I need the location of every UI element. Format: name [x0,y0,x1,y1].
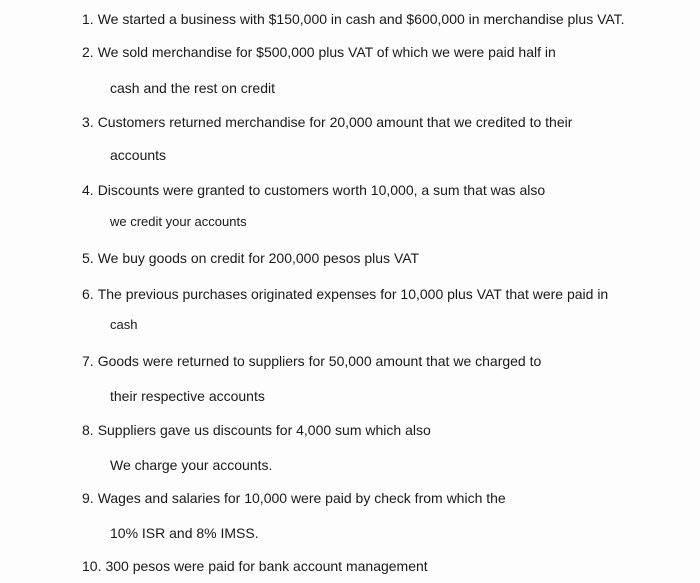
item-number: 5. [82,250,94,266]
list-item-3 [82,113,572,131]
item-text: The previous purchases originated expenses for 10,000 plus VAT that were paid in [97,286,609,302]
list-item-2-continuation: cash and the rest on credit [110,80,275,96]
item-number: 4. [82,182,94,198]
item-text: Discounts were granted to customers worth 10,000, a sum that was also [97,182,546,198]
list-item-4 [82,181,545,199]
list-item-7-continuation: their respective accounts [110,388,265,404]
item-text: We sold merchandise for $500,000 plus VAT of which we were paid half in [97,44,556,60]
list-item-6-continuation: cash [110,317,138,332]
list-item-8 [82,421,431,439]
item-number: 9. [82,490,94,506]
list-item-4-continuation: we credit your accounts [110,214,247,229]
item-number: 8. [82,422,94,438]
item-text: We buy goods on credit for 200,000 pesos plus VAT [97,250,420,266]
item-text: Goods were returned to suppliers for 50,000 amount that we charged to [97,353,542,369]
item-text: 300 pesos were paid for bank account management [105,558,428,574]
item-number: 7. [82,353,94,369]
list-item-9-continuation: 10% ISR and 8% IMSS. [110,525,259,541]
list-item-1 [82,10,625,28]
list-item-3-continuation: accounts [110,147,167,163]
list-item-10 [82,557,428,575]
item-number: 1. [82,11,94,27]
item-number: 10. [82,558,102,574]
item-number: 2. [82,44,94,60]
list-item-6 [82,285,608,303]
list-item-2 [82,43,556,61]
item-number: 3. [82,114,94,130]
list-item-9 [82,489,506,507]
list-item-8-continuation: We charge your accounts. [110,457,273,473]
list-item-7 [82,352,541,370]
item-text: Customers returned merchandise for 20,000 amount that we credited to their [97,114,573,130]
item-number: 6. [82,286,94,302]
list-item-5 [82,249,419,267]
item-text: Wages and salaries for 10,000 were paid by check from which the [97,490,506,506]
item-text: We started a business with $150,000 in cash and $600,000 in merchandise plus VAT. [97,11,625,27]
item-text: Suppliers gave us discounts for 4,000 sum which also [97,422,431,438]
